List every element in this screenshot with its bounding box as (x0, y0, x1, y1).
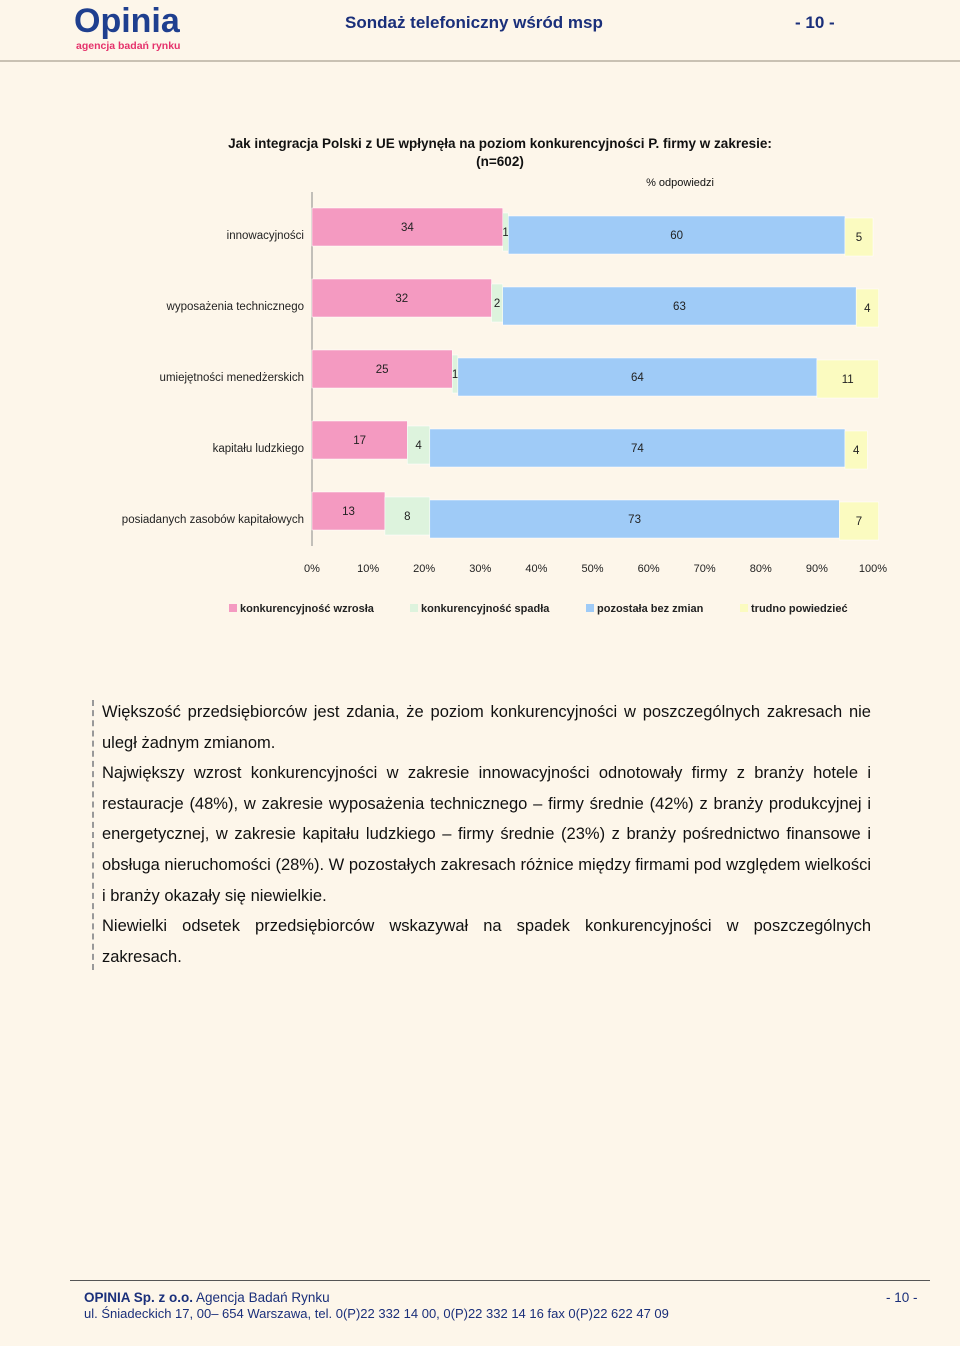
value-label: 32 (395, 293, 409, 305)
value-label: 64 (630, 372, 644, 384)
stacked-bar-chart (0, 190, 960, 620)
footer-divider (70, 1280, 930, 1281)
value-label: 25 (375, 364, 389, 376)
x-tick-label: 20% (413, 563, 436, 575)
header-title: Sondaż telefoniczny wśród msp (345, 13, 603, 32)
x-tick-label: 100% (858, 563, 888, 575)
chart-unit-note: % odpowiedzi (646, 177, 714, 189)
x-tick-label: 70% (693, 563, 716, 575)
value-label: 4 (852, 445, 860, 457)
footer-company-line (84, 1290, 330, 1305)
footer-address: ul. Śniadeckich 17, 00– 654 Warszawa, tel. 0(P)22 332 14 00, 0(P)22 332 14 16 fax 0(P)22 622 47 09 (84, 1306, 669, 1321)
value-label: 4 (415, 440, 422, 452)
value-label: 13 (342, 506, 355, 518)
logo-wordmark: Opinia (74, 2, 180, 40)
category-label: kapitału ludzkiego (212, 443, 304, 455)
value-label: 73 (628, 514, 641, 526)
paragraph-2: Największy wzrost konkurencyjności w zakresie innowacyjności odnotowały firmy z branży hotele i restauracje (48%), w zakresie wyposażenia technicznego – firmy średnie (42%) z branży produkcyjnej i energetycznej, w zakresie kapitału ludzkiego – firmy średnie (23%) z branży pośrednictwo finansowe i obsługa nieruchomości (28%). W pozostałych zakresach różnice między firmami pod względem wielkości i branży okazały się niewielkie. (102, 764, 871, 905)
legend-label: trudno powiedzieć (751, 603, 848, 615)
legend-swatch (586, 604, 594, 612)
value-label: 63 (673, 301, 686, 313)
x-tick-label: 40% (525, 563, 548, 575)
legend-swatch (740, 604, 748, 612)
x-tick-label: 50% (581, 563, 604, 575)
value-label: 5 (855, 232, 863, 244)
value-label: 1 (502, 227, 509, 239)
value-label: 7 (855, 516, 863, 528)
value-label: 1 (451, 369, 459, 381)
value-label: 2 (493, 298, 501, 310)
value-label: 11 (841, 374, 854, 386)
value-label: 60 (670, 230, 684, 242)
logo-tagline: agencja badań rynku (76, 40, 181, 52)
category-label: umiejętności menedżerskich (159, 372, 304, 384)
category-label: innowacyjności (226, 230, 304, 242)
category-label: posiadanych zasobów kapitałowych (121, 514, 304, 526)
legend-label: konkurencyjność wzrosła (240, 603, 374, 615)
legend-swatch (410, 604, 418, 612)
footer-company: OPINIA Sp. z o.o. (84, 1290, 194, 1305)
body-text (102, 697, 871, 972)
x-tick-label: 60% (637, 563, 660, 575)
legend-label: konkurencyjność spadła (421, 603, 550, 615)
legend-swatch (229, 604, 237, 612)
paragraph-3: Niewielki odsetek przedsiębiorców wskazywał na spadek konkurencyjności w poszczególnych zakresach. (102, 917, 871, 966)
x-tick-label: 80% (749, 563, 772, 575)
x-tick-label: 10% (357, 563, 380, 575)
x-tick-label: 90% (805, 563, 828, 575)
page-header (0, 0, 960, 62)
value-label: 34 (400, 222, 414, 234)
header-page-number: - 10 - (795, 13, 835, 32)
footer-agency: Agencja Badań Rynku (196, 1290, 330, 1305)
chart-title: Jak integracja Polski z UE wpłynęła na poziom konkurencyjności P. firmy w zakresie: (228, 136, 772, 151)
value-label: 74 (630, 443, 644, 455)
opinia-logo (72, 4, 192, 52)
paragraph-1: Większość przedsiębiorców jest zdania, że poziom konkurencyjności w poszczególnych zakresach nie uległ żadnym zmianom. (102, 703, 871, 752)
header-divider (0, 60, 960, 62)
category-label: wyposażenia technicznego (166, 301, 304, 313)
chart-subtitle: (n=602) (476, 154, 524, 169)
value-label: 4 (864, 303, 871, 315)
footer-page-number: - 10 - (886, 1290, 918, 1305)
legend-label: pozostała bez zmian (597, 603, 704, 615)
margin-dashed-line (92, 700, 94, 970)
value-label: 8 (404, 511, 411, 523)
x-tick-label: 0% (304, 563, 320, 575)
value-label: 17 (353, 435, 367, 447)
x-tick-label: 30% (469, 563, 492, 575)
